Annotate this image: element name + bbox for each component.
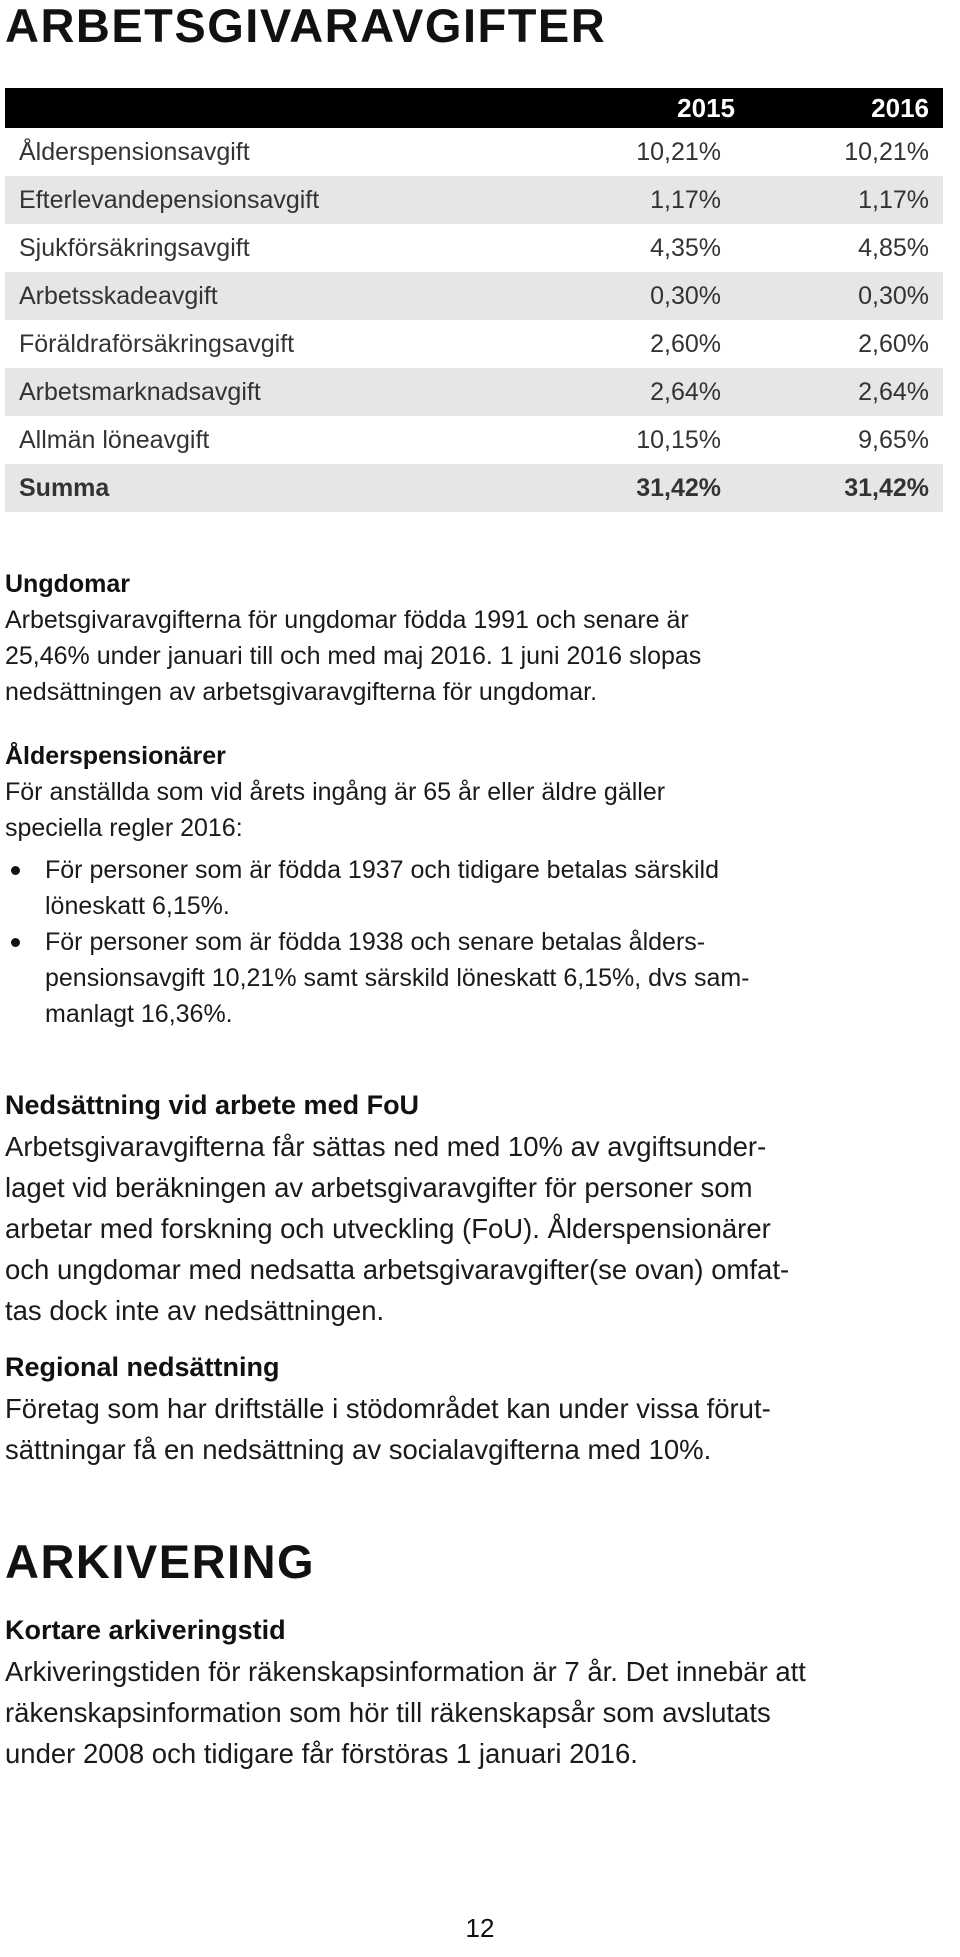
fee-table — [5, 88, 943, 512]
table-header-2015: 2015 — [521, 88, 749, 128]
value-2015: 10,15% — [636, 425, 721, 454]
text-line: tas dock inte av nedsättningen. — [5, 1295, 385, 1326]
table-header-row — [5, 88, 943, 128]
table-row — [5, 176, 943, 224]
total-2015: 31,42% — [521, 464, 749, 512]
section-arkivering — [5, 1610, 945, 1774]
bullet-list — [5, 852, 945, 1032]
value-2015: 2,64% — [521, 368, 749, 416]
section-title-ungdomar: Ungdomar — [5, 570, 130, 598]
row-label: Arbetsskadeavgift — [5, 272, 521, 320]
value-2015: 0,30% — [521, 272, 749, 320]
table-row — [5, 368, 943, 416]
text-line: speciella regler 2016: — [5, 814, 243, 842]
section-title-arkivering: Kortare arkiveringstid — [5, 1615, 286, 1645]
value-2016: 9,65% — [858, 425, 929, 454]
section-title-fou: Nedsättning vid arbete med FoU — [5, 1090, 420, 1120]
value-2015: 10,21% — [636, 137, 721, 166]
value-2016: 10,21% — [844, 137, 929, 166]
text-line: räkenskapsinformation som hör till räkenskapsår som avslutats — [5, 1697, 771, 1728]
text-line: löneskatt 6,15%. — [45, 892, 230, 920]
section-alderspensionarer — [5, 738, 945, 1032]
section-fou — [5, 1085, 945, 1331]
text-line: laget vid beräkningen av arbetsgivaravgifter för personer som — [5, 1172, 753, 1203]
text-line: Arbetsgivaravgifterna för ungdomar födda 1991 och senare är — [5, 606, 689, 634]
value-2015: 2,60% — [650, 329, 721, 358]
table-row — [5, 272, 943, 320]
text-line: sättningar få en nedsättning av socialavgifterna med 10%. — [5, 1434, 712, 1465]
total-2016: 31,42% — [749, 464, 943, 512]
row-label: Föräldraförsäkringsavgift — [19, 329, 295, 358]
page-title: ARBETSGIVARAVGIFTER — [5, 0, 607, 52]
section-title-alderspensionarer: Ålderspensionärer — [5, 742, 226, 770]
text-line: 25,46% under januari till och med maj 2016. 1 juni 2016 slopas — [5, 642, 702, 670]
table-row — [5, 320, 943, 368]
text-line: manlagt 16,36%. — [45, 1000, 233, 1028]
text-line: För personer som är födda 1937 och tidigare betalas särskild — [45, 856, 719, 884]
value-2016: 0,30% — [749, 272, 943, 320]
text-line: För personer som är födda 1938 och senare betalas ålders- — [45, 928, 706, 956]
text-line: och ungdomar med nedsatta arbetsgivaravgifter(se ovan) omfat- — [5, 1254, 790, 1285]
value-2015: 1,17% — [521, 176, 749, 224]
row-label: Sjukförsäkringsavgift — [19, 233, 250, 262]
section-title-regional: Regional nedsättning — [5, 1352, 280, 1382]
table-header-2016: 2016 — [749, 88, 943, 128]
page-number: 12 — [465, 1913, 495, 1943]
row-label: Allmän löneavgift — [19, 425, 210, 454]
list-item — [5, 852, 945, 924]
bullet-icon — [11, 938, 20, 947]
total-label: Summa — [5, 464, 521, 512]
value-2016: 1,17% — [749, 176, 943, 224]
value-2015: 4,35% — [650, 233, 721, 262]
table-row — [5, 224, 943, 272]
value-2016: 2,60% — [858, 329, 929, 358]
text-line: nedsättningen av arbetsgivaravgifterna för ungdomar. — [5, 678, 598, 706]
bullet-icon — [11, 866, 20, 875]
text-line: pensionsavgift 10,21% samt särskild löneskatt 6,15%, dvs sam- — [45, 964, 750, 992]
value-2016: 2,64% — [749, 368, 943, 416]
text-line: under 2008 och tidigare får förstöras 1 januari 2016. — [5, 1738, 638, 1769]
row-label: Ålderspensionsavgift — [19, 137, 250, 166]
table-row — [5, 416, 943, 464]
text-line: arbetar med forskning och utveckling (FoU). Ålderspensionärer — [5, 1213, 771, 1244]
text-line: Företag som har driftställe i stödområdet kan under vissa förut- — [5, 1393, 771, 1424]
list-item — [5, 924, 945, 1032]
value-2016: 4,85% — [858, 233, 929, 262]
table-row — [5, 128, 943, 176]
section-heading-arkivering: ARKIVERING — [5, 1535, 316, 1588]
text-line: För anställda som vid årets ingång är 65 år eller äldre gäller — [5, 778, 666, 806]
text-line: Arkiveringstiden för räkenskapsinformation är 7 år. Det innebär att — [5, 1656, 806, 1687]
section-ungdomar — [5, 566, 945, 710]
table-total-row — [5, 464, 943, 512]
row-label: Arbetsmarknadsavgift — [5, 368, 521, 416]
text-line: Arbetsgivaravgifterna får sättas ned med 10% av avgiftsunder- — [5, 1131, 767, 1162]
table-header-blank — [5, 88, 521, 128]
row-label: Efterlevandepensionsavgift — [5, 176, 521, 224]
section-regional — [5, 1347, 945, 1470]
